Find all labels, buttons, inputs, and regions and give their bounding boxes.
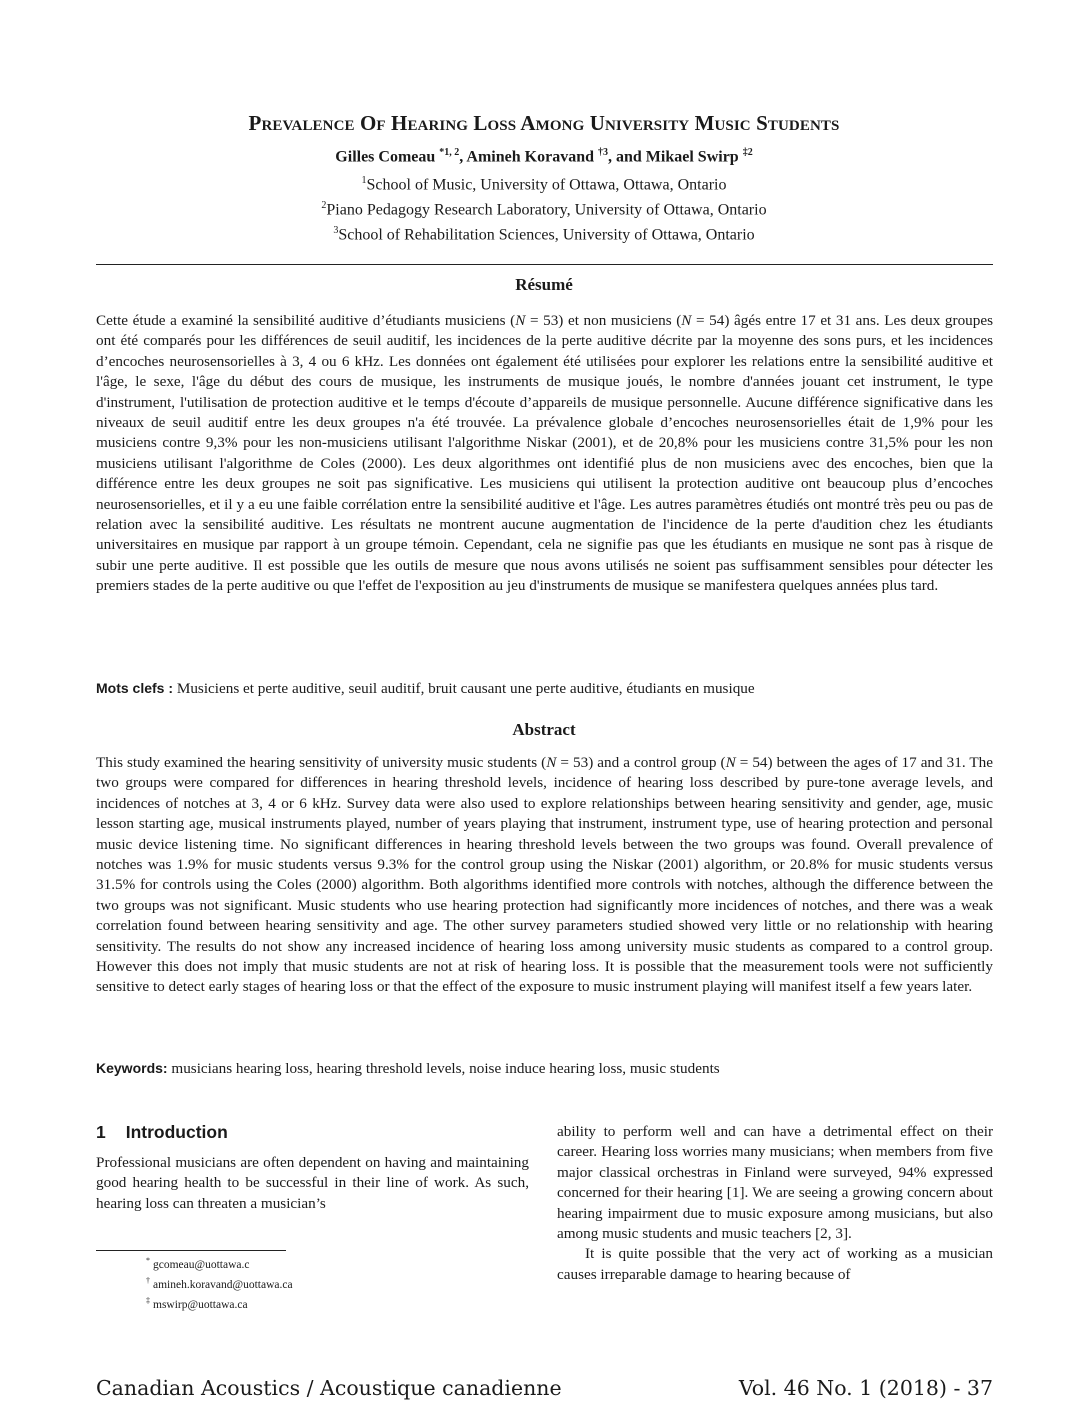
affiliation — [0, 221, 1088, 246]
volume-page: Vol. 46 No. 1 (2018) - 37 — [738, 1376, 993, 1400]
resume-text: = 54) âgés entre 17 et 31 ans. Les deux groupes ont été comparés pour les différences de seuil auditif, les incidences de la perte auditive décrite par la moyenne des sons purs, et les incidences d’encoches neurosensorielles à 3, 4 ou 6 kHz. Les données ont également été utilisées pour explorer les relations entre la sensibilité auditive et l'âge, le sexe, l'âge du début des cours de musique, les instruments de musique joués, le nombre d'années jouant cet instrument, le type d'instrument, l'utilisation de protection auditive et le temps d'écoute d’appareils de musique personnelle. Aucune différence significative dans les niveaux de seuil auditif entre les deux groupes n'a été trouvée. La prévalence globale d’encoches neurosensorielles était de 1,9% pour les musiciens contre 9,3% pour les non-musiciens utilisant l'algorithme Niskar (2001), et de 20,8% pour les musiciens contre 31,5% pour les non musiciens utilisant l'algorithme de Coles (2000). Les deux algorithmes ont identifié plus de non musiciens avec des encoches, bien que la différence entre les deux groupes ne soit pas significative. Les musiciens qui utilisent la protection auditive ont beaucoup plus d’encoches neurosensorielles, et il y a eu une faible corrélation entre la sensibilité auditive et l'âge. Les autres paramètres étudiés ont montré très peu ou pas de relation avec la sensibilité auditive. Les résultats ne montrent aucune augmentation de l'incidence de la perte d'audition chez les étudiants universitaires en musique par rapport à un groupe témoin. Cependant, cela ne signifie pas que les étudiants en musique ne sont pas à risque de subir une perte auditive. Il est possible que les outils de mesure que nous avons utilisés ne soient pas suffisamment sensibles pour détecter les premiers stades de la perte auditive ou que l'effet de l'exposition au jeu d'instruments de musique se manifestera quelques années plus tard. — [96, 312, 994, 595]
footnote — [146, 1273, 293, 1293]
intro-paragraph: Professional musicians are often dependent on having and maintaining good hearing health to be successful in their line of work. As such, hearing loss can threaten a musician’s — [96, 1154, 529, 1212]
resume-text: = 53) et non musiciens ( — [525, 312, 682, 329]
author-name: Amineh Koravand — [466, 148, 594, 166]
resume-keywords — [96, 680, 993, 698]
abstract-text: This study examined the hearing sensitivity of university music students ( — [96, 754, 547, 771]
footnote — [146, 1293, 293, 1313]
abstract-heading: Abstract — [512, 720, 576, 739]
author-affil-marker: †3 — [598, 147, 608, 158]
author-name: Mikael Swirp — [645, 148, 739, 166]
footnote-divider — [96, 1250, 286, 1251]
affiliation-number: 1 — [361, 175, 367, 186]
affiliation-text: Piano Pedagogy Research Laboratory, University of Ottawa, Ontario — [326, 201, 767, 219]
resume-heading: Résumé — [515, 275, 573, 294]
column-left — [96, 1122, 529, 1214]
affiliation-number: 3 — [333, 224, 339, 236]
affiliation-number: 2 — [321, 199, 327, 211]
footnote-mark: ‡ — [146, 1295, 150, 1305]
footnote-mark: † — [146, 1275, 150, 1285]
sample-size-symbol: N — [681, 312, 692, 329]
abstract-text: = 54) between the ages of 17 and 31. The two groups were compared for differences in hearing threshold levels, incidence of hearing loss described by pure-tone average levels, and incidences of notches at 3, 4 or 6 kHz. Survey data were also used to explore relationships between hearing sensitivity and gender, age, music lesson starting age, musical instruments played, number of years playing that instrument, instrument type, use of hearing protection and personal music device listening time. No significant differences in hearing threshold levels between the two groups was found. Overall prevalence of notches was 1.9% for music students versus 9.3% for the control group using the Niskar (2001) algorithm, or 20.8% for music students versus 31.5% for controls using the Coles (2000) algorithm. Both algorithms identified more controls with notches, although the difference between the two groups was not significant. Music students who use hearing protection had significantly more incidences of notches, and there was a weak correlation found between hearing sensitivity and age. The other survey parameters studied showed very little or no relationship with hearing sensitivity. The results do not show any increased incidence of hearing loss among university music students as compared to a control group. However this does not imply that music students are not at risk of hearing loss. It is possible that the measurement tools were not sufficiently sensitive to detect early stages of hearing loss or that the effect of the exposure to music instrument playing will manifest itself a few years later. — [96, 754, 993, 996]
column-right — [557, 1122, 993, 1285]
footnote-email: gcomeau@uottawa.c — [153, 1258, 250, 1271]
affiliation-text: School of Rehabilitation Sciences, University of Ottawa, Ontario — [338, 225, 755, 243]
affiliation-list — [0, 171, 1088, 245]
section-heading — [96, 1122, 529, 1143]
resume-body — [96, 311, 993, 597]
header-divider — [96, 264, 993, 265]
keywords-label: Mots clefs : — [96, 680, 174, 696]
paper-title: Prevalence Of Hearing Loss Among University Music Students — [248, 111, 840, 135]
intro-paragraph: It is quite possible that the very act of working as a musician causes irreparable damage to hearing because of — [557, 1245, 993, 1283]
keywords-text: musicians hearing loss, hearing threshold levels, noise induce hearing loss, music students — [167, 1060, 720, 1077]
author-affil-marker: *1, 2 — [439, 147, 460, 158]
footnote-email: mswirp@uottawa.ca — [153, 1298, 248, 1311]
section-title: Introduction — [125, 1122, 228, 1142]
footnote — [146, 1253, 293, 1273]
affiliation-text: School of Music, University of Ottawa, Ottawa, Ontario — [366, 176, 727, 194]
intro-paragraph: ability to perform well and can have a detrimental effect on their career. Hearing loss worries many musicians; when members from five major classical orchestras in Finland were surveyed, 94% expressed concerned for their hearing [1]. We are seeing a growing concern about hearing impairment due to music exposure among musicians, but also among music students and music teachers [2, 3]. — [557, 1123, 993, 1243]
abstract-body — [96, 753, 993, 998]
author-separator: , and — [608, 148, 646, 166]
affiliation — [0, 196, 1088, 221]
sample-size-symbol: N — [725, 754, 736, 771]
abstract-text: = 53) and a control group ( — [556, 754, 726, 771]
sample-size-symbol: N — [546, 754, 557, 771]
keywords-label: Keywords: — [96, 1060, 168, 1076]
resume-text: Cette étude a examiné la sensibilité auditive d’étudiants musiciens ( — [96, 312, 516, 329]
author-list — [0, 147, 1088, 166]
sample-size-symbol: N — [515, 312, 526, 329]
footnotes — [146, 1253, 293, 1312]
keywords-text: Musiciens et perte auditive, seuil auditif, bruit causant une perte auditive, étudiants en musique — [173, 680, 755, 697]
abstract-keywords — [96, 1060, 993, 1078]
footnote-mark: * — [146, 1256, 150, 1265]
author-name: Gilles Comeau — [335, 148, 436, 166]
author-affil-marker: ‡2 — [742, 147, 753, 158]
journal-name: Canadian Acoustics / Acoustique canadienne — [96, 1376, 562, 1400]
author-separator: , — [459, 148, 467, 166]
section-number: 1 — [96, 1122, 106, 1142]
affiliation — [0, 171, 1088, 196]
footnote-email: amineh.koravand@uottawa.ca — [153, 1278, 293, 1291]
